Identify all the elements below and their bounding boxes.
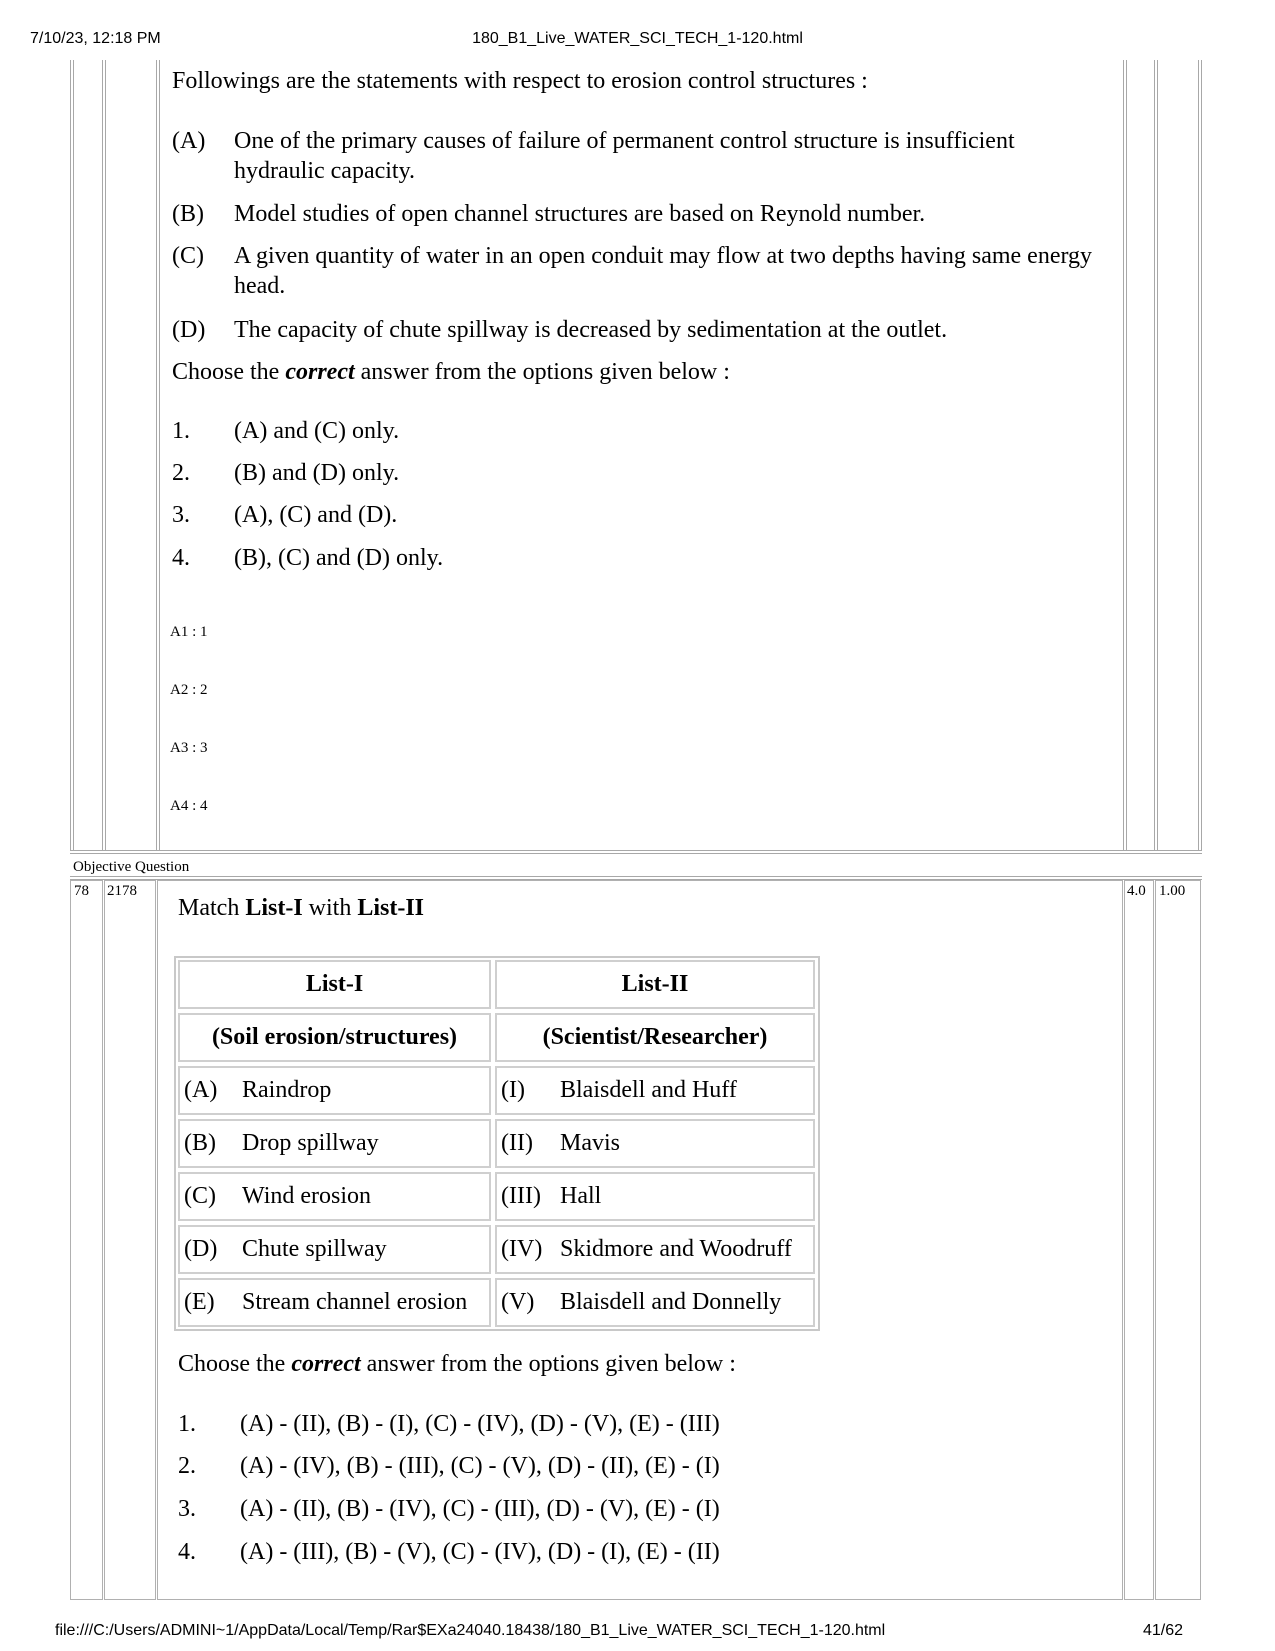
table-subheader-row: [176, 1011, 818, 1064]
question-intro: Followings are the statements with respect to erosion control structures :: [172, 68, 868, 94]
question-serial: 78: [74, 883, 89, 899]
statement-text: The capacity of chute spillway is decreased by sedimentation at the outlet.: [234, 317, 948, 343]
question-negative-marks: 1.00: [1159, 883, 1186, 899]
statement-label: (C): [172, 243, 204, 269]
print-doc-title: 180_B1_Live_WATER_SCI_TECH_1-120.html: [472, 30, 803, 47]
table-row: (E) Stream channel erosion (V) Blaisdell and Donnelly: [176, 1276, 818, 1329]
list-2-subheader: (Scientist/Researcher): [495, 1013, 815, 1062]
answer-key-4: A4 : 4: [170, 798, 208, 814]
statement-text: Model studies of open channel structures are based on Reynold number.: [234, 201, 926, 227]
question-type-label: Objective Question: [73, 859, 190, 875]
statement-label: (B): [172, 201, 204, 227]
choose-instruction: Choose the correct answer from the options given below :: [172, 359, 730, 385]
print-datetime: 7/10/23, 12:18 PM: [30, 30, 161, 47]
print-page-number: 41/62: [1142, 1622, 1183, 1639]
question-id: 2178: [107, 883, 137, 899]
statement-label: (A): [172, 128, 206, 154]
table-row: (D) Chute spillway (IV) Skidmore and Woodruff: [176, 1223, 818, 1276]
list-2-header: List-II: [495, 960, 815, 1009]
answer-key-1: A1 : 1: [170, 624, 208, 640]
choose-instruction: Choose the correct answer from the options given below :: [178, 1351, 736, 1377]
table-row: (A) Raindrop (I) Blaisdell and Huff: [176, 1064, 818, 1117]
table-header-row: [176, 958, 818, 1011]
statement-text: A given quantity of water in an open conduit may flow at two depths having same energy head.: [234, 243, 1093, 299]
question-marks: 4.0: [1127, 883, 1146, 899]
statement-text: One of the primary causes of failure of permanent control structure is insufficient hydraulic capacity.: [234, 128, 1015, 184]
match-title: Match List-I with List-II: [178, 895, 425, 921]
match-table: [174, 956, 820, 1331]
list-1-header: List-I: [178, 960, 491, 1009]
table-row: (B) Drop spillway (II) Mavis: [176, 1117, 818, 1170]
answer-key-2: A2 : 2: [170, 682, 208, 698]
statement-label: (D): [172, 317, 206, 343]
list-1-subheader: (Soil erosion/structures): [178, 1013, 491, 1062]
table-row: (C) Wind erosion (III) Hall: [176, 1170, 818, 1223]
answer-key-3: A3 : 3: [170, 740, 208, 756]
print-file-path: file:///C:/Users/ADMINI~1/AppData/Local/Temp/Rar$EXa24040.18438/180_B1_Live_WATER_SCI_TECH_1-120.html: [55, 1622, 886, 1639]
